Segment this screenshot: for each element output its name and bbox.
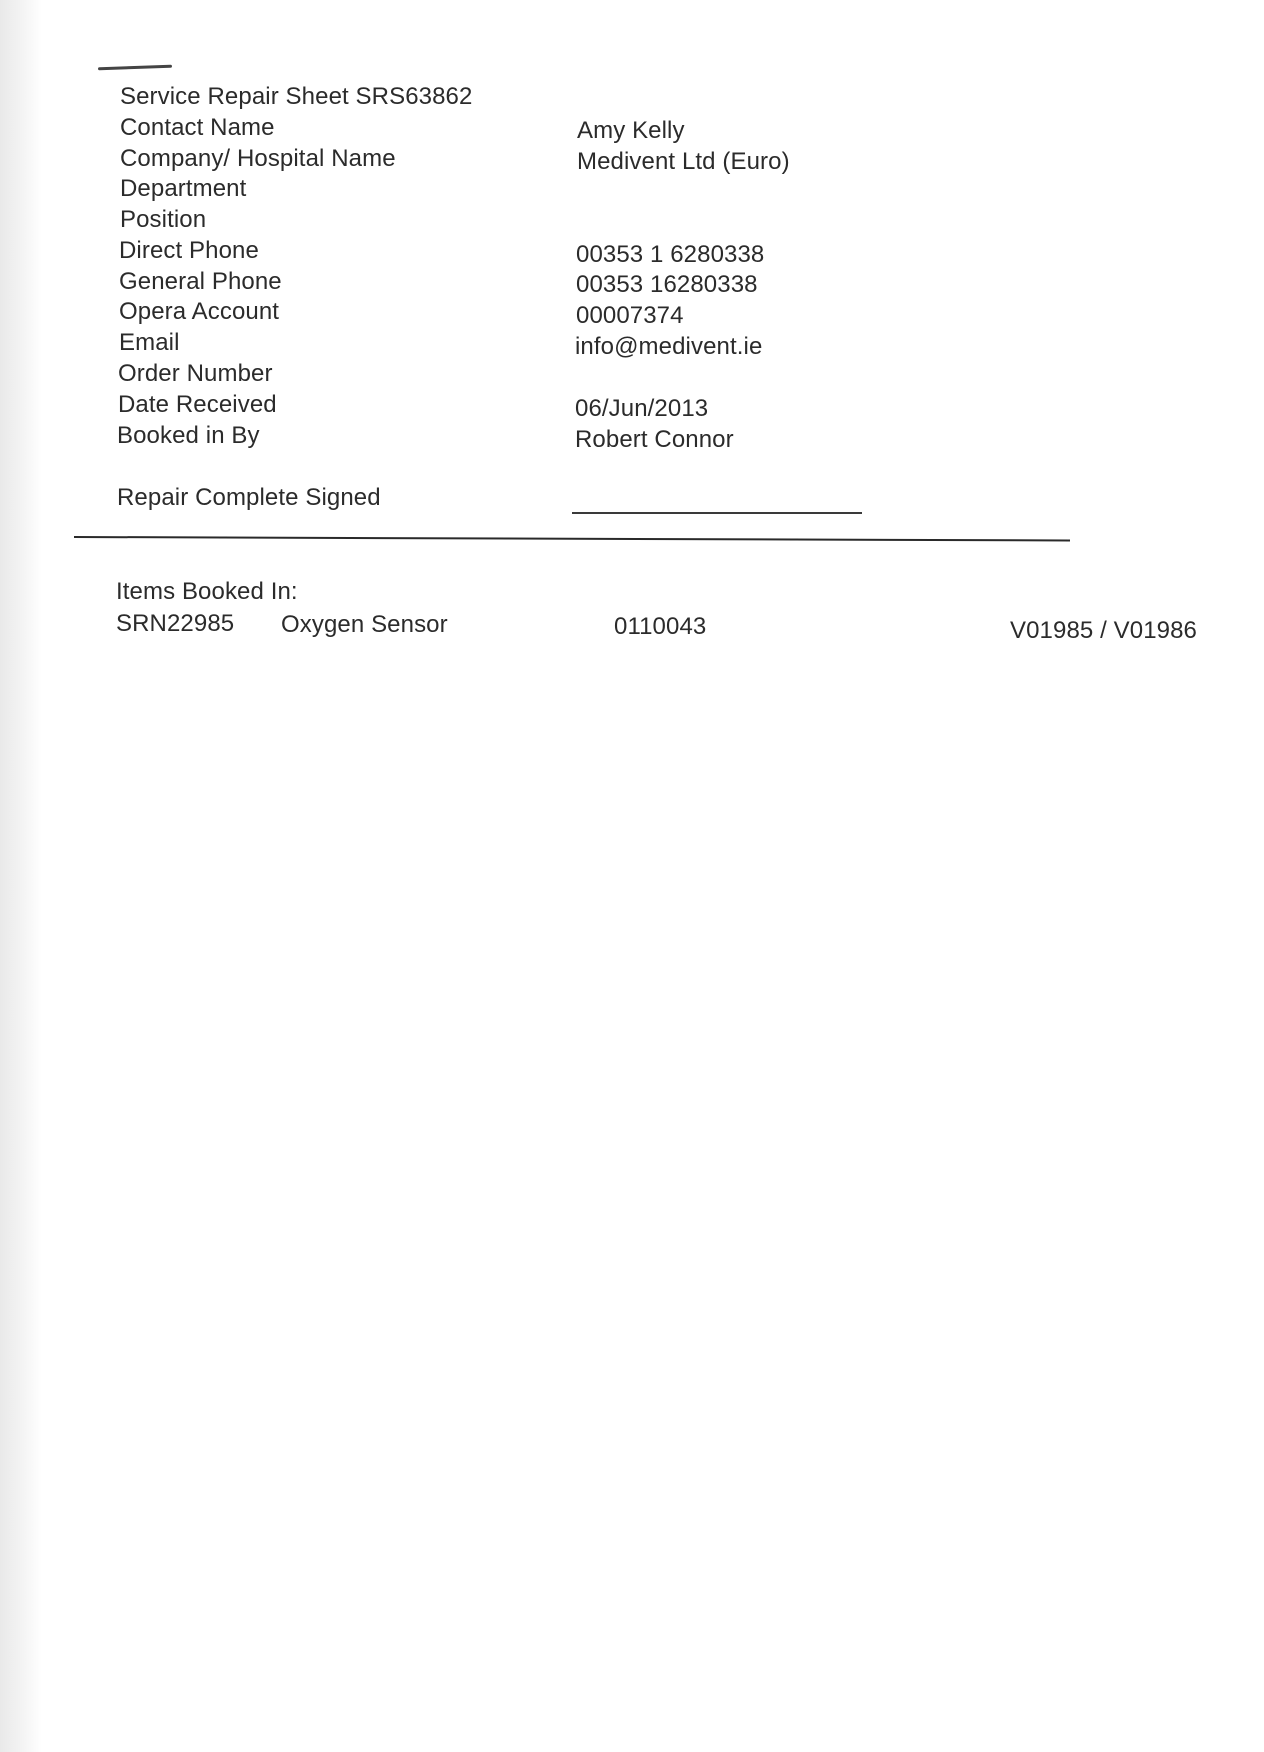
label-booked-in-by: Booked in By [117, 422, 260, 449]
label-contact-name: Contact Name [120, 114, 275, 141]
value-direct-phone: 00353 1 6280338 [576, 241, 765, 268]
signature-line [572, 512, 862, 514]
value-date-received: 06/Jun/2013 [575, 395, 709, 422]
label-company: Company/ Hospital Name [120, 145, 396, 172]
label-general-phone: General Phone [119, 268, 282, 295]
label-order-number: Order Number [118, 360, 273, 387]
item-ref: SRN22985 [116, 610, 235, 637]
scan-shadow-edge [0, 0, 42, 1752]
label-repair-complete-signed: Repair Complete Signed [117, 484, 381, 511]
label-date-received: Date Received [118, 391, 277, 418]
label-department: Department [120, 175, 247, 202]
item-description: Oxygen Sensor [281, 611, 448, 638]
label-direct-phone: Direct Phone [119, 237, 259, 264]
value-company: Medivent Ltd (Euro) [577, 148, 790, 175]
item-serials: V01985 / V01986 [1010, 617, 1197, 644]
pen-mark [98, 65, 172, 71]
value-email: info@medivent.ie [575, 333, 763, 360]
label-position: Position [120, 206, 207, 233]
value-opera-account: 00007374 [576, 302, 684, 329]
items-heading: Items Booked In: [116, 578, 298, 605]
label-opera-account: Opera Account [119, 298, 280, 325]
section-divider [74, 536, 1070, 541]
value-contact-name: Amy Kelly [577, 117, 685, 144]
label-email: Email [119, 329, 180, 356]
value-general-phone: 00353 16280338 [576, 271, 758, 298]
value-booked-in-by: Robert Connor [575, 426, 734, 453]
sheet-title: Service Repair Sheet SRS63862 [120, 83, 473, 110]
item-code: 0110043 [614, 613, 707, 640]
